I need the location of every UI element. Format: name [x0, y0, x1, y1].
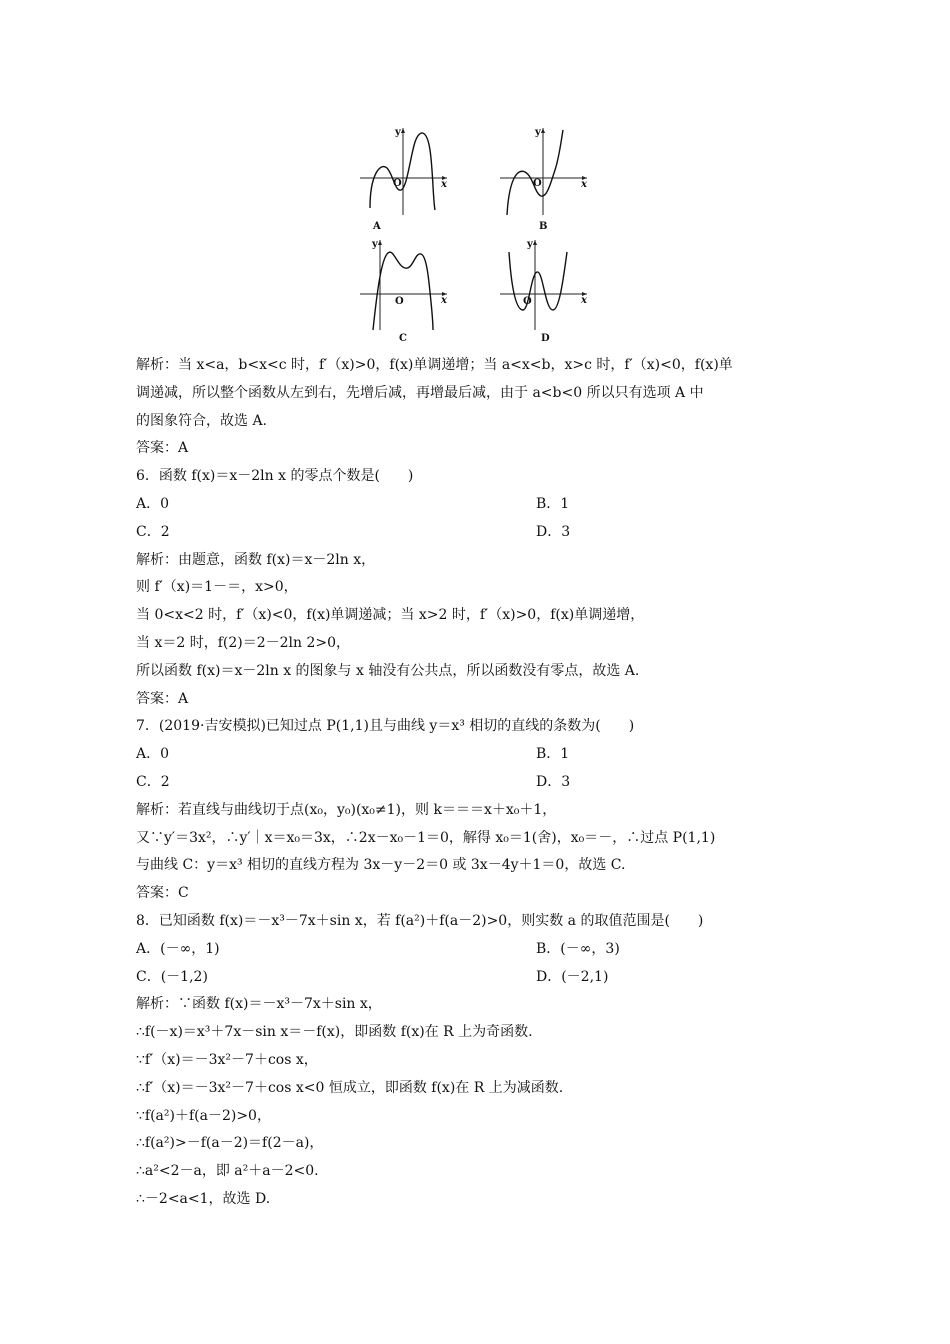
x-axis-label: x: [581, 295, 587, 306]
option-b: B．(－∞，3): [536, 940, 620, 957]
origin-label: O: [395, 296, 404, 307]
text-line: 调递减，所以整个函数从左到右，先增后减，再增最后减，由于 a<b<0 所以只有选项 A 中: [136, 384, 704, 401]
text-line: 解析：若直线与曲线切于点(x₀，y₀)(x₀≠1)，则 k＝＝＝x＋x₀＋1，: [136, 801, 557, 818]
text-line: 当 0<x<2 时，f′（x)<0，f(x)单调递减；当 x>2 时，f′（x)>0，f(x)单调递增，: [136, 607, 645, 624]
question-6: 6．函数 f(x)＝x－2ln x 的零点个数是( ): [136, 468, 414, 485]
text-line: 解析：当 x<a，b<x<c 时，f′（x)>0，f(x)单调递增；当 a<x<b，x>c 时，f′（x)<0，f(x)单: [136, 357, 733, 373]
question-7: 7．(2019·吉安模拟)已知过点 P(1,1)且与曲线 y＝x³ 相切的直线的条数为( ): [136, 718, 635, 735]
text-line: 则 f′（x)＝1－＝，x>0，: [136, 579, 298, 596]
graph-a-label: A: [373, 221, 381, 232]
answer-line: 答案：A: [136, 690, 189, 707]
text-line: 所以函数 f(x)＝x－2ln x 的图象与 x 轴没有公共点，所以函数没有零点，故选 A.: [136, 662, 640, 679]
options-row: [136, 741, 816, 769]
graph-d-label: D: [541, 333, 550, 344]
option-c: C．(－1,2): [136, 968, 208, 985]
text-line: 又∵y′＝3x²，∴y′｜x＝x₀＝3x，∴2x－x₀－1＝0，解得 x₀＝1(舍)，x₀＝－，∴过点 P(1,1): [136, 829, 716, 846]
graph-a: [355, 120, 455, 232]
x-axis-label: x: [441, 179, 447, 190]
y-axis-label: y: [535, 127, 541, 138]
x-axis-label: x: [441, 295, 447, 306]
option-b: B．1: [536, 495, 570, 512]
answer-line: 答案：C: [136, 885, 189, 902]
options-row: [136, 491, 816, 519]
x-axis-label: x: [581, 179, 587, 190]
text-line: ∴f′（x)＝－3x²－7＋cos x<0 恒成立，即函数 f(x)在 R 上为减函数.: [136, 1079, 564, 1096]
text-line: ∴f(a²)>－f(a－2)＝f(2－a)，: [136, 1135, 324, 1152]
option-d: D．(－2,1): [536, 968, 609, 985]
answer-line: 答案：A: [136, 440, 189, 457]
solution-text: [136, 352, 816, 1214]
text-line: ∴f(－x)＝x³＋7x－sin x＝－f(x)，即函数 f(x)在 R 上为奇函数.: [136, 1024, 533, 1041]
text-line: 与曲线 C：y＝x³ 相切的直线方程为 3x－y－2＝0 或 3x－4y＋1＝0，故选 C.: [136, 857, 626, 874]
option-a: A．(－∞，1): [136, 940, 220, 957]
text-line: ∵f′（x)＝－3x²－7＋cos x，: [136, 1051, 318, 1068]
options-row: [136, 964, 816, 992]
option-d: D．3: [536, 773, 571, 790]
graph-d: [495, 232, 595, 344]
text-line: 当 x＝2 时，f(2)＝2－2ln 2>0，: [136, 634, 351, 651]
text-line: 的图象符合，故选 A.: [136, 412, 268, 429]
options-row: [136, 936, 816, 964]
origin-label: O: [393, 178, 402, 189]
graph-c: [355, 232, 455, 344]
option-a: A．0: [136, 746, 170, 763]
question-8: 8．已知函数 f(x)＝－x³－7x＋sin x，若 f(a²)＋f(a－2)>0，则实数 a 的取值范围是( ): [136, 912, 704, 929]
option-b: B．1: [536, 746, 570, 763]
options-row: [136, 769, 816, 797]
option-c: C．2: [136, 773, 170, 790]
options-row: [136, 519, 816, 547]
text-line: 解析：由题意，函数 f(x)＝x－2ln x，: [136, 551, 376, 568]
text-line: ∵f(a²)＋f(a－2)>0，: [136, 1107, 271, 1124]
text-line: 解析：∵函数 f(x)＝－x³－7x＋sin x，: [136, 996, 382, 1013]
option-c: C．2: [136, 523, 170, 540]
graph-b: [495, 120, 595, 232]
option-d: D．3: [536, 523, 571, 540]
origin-label: O: [533, 178, 542, 189]
graph-b-label: B: [539, 221, 548, 232]
graph-c-label: C: [399, 333, 407, 344]
option-graphs-figure: [355, 120, 595, 350]
y-axis-label: y: [527, 239, 533, 250]
y-axis-label: y: [372, 239, 378, 250]
option-a: A．0: [136, 495, 170, 512]
y-axis-label: y: [395, 127, 401, 138]
text-line: ∴a²<2－a，即 a²＋a－2<0.: [136, 1163, 319, 1180]
origin-label: O: [523, 296, 532, 307]
text-line: ∴－2<a<1，故选 D.: [136, 1190, 271, 1207]
